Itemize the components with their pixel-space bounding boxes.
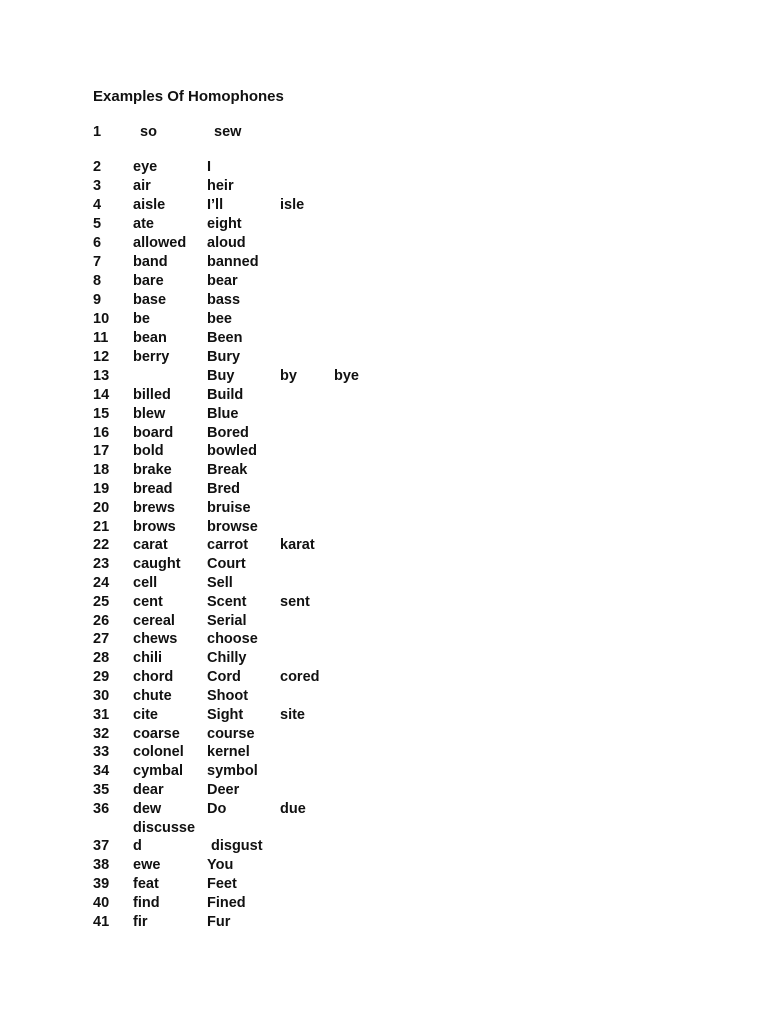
word-2: Blue [207, 406, 239, 422]
word-2: Buy [207, 368, 235, 384]
word-1: chord [133, 669, 174, 685]
row-number: 8 [93, 273, 102, 289]
list-row [0, 367, 768, 386]
row-number: 20 [93, 500, 110, 516]
list-row [0, 536, 768, 555]
word-2: eight [207, 216, 242, 232]
word-1: billed [133, 387, 171, 403]
word-2: Sight [207, 707, 244, 723]
list-row [0, 819, 768, 838]
word-2: banned [207, 254, 259, 270]
word-2: Cord [207, 669, 241, 685]
word-2: Break [207, 462, 248, 478]
row-number: 30 [93, 688, 110, 704]
word-2: Sell [207, 575, 233, 591]
row-number: 38 [93, 857, 110, 873]
list-row [0, 158, 768, 177]
row-number: 25 [93, 594, 110, 610]
row-number: 22 [93, 537, 110, 553]
row-number: 10 [93, 311, 110, 327]
list-row [0, 196, 768, 215]
word-2: Bred [207, 481, 241, 497]
word-1: colonel [133, 744, 184, 760]
word-1: cell [133, 575, 158, 591]
list-row [0, 668, 768, 687]
row-number: 35 [93, 782, 110, 798]
word-2: aloud [207, 235, 246, 251]
word-2: heir [207, 178, 234, 194]
word-2: bass [207, 292, 241, 308]
word-1: cite [133, 707, 158, 723]
list-row [0, 555, 768, 574]
list-row [0, 480, 768, 499]
word-1: berry [133, 349, 170, 365]
row-number: 33 [93, 744, 110, 760]
word-2: bee [207, 311, 232, 327]
word-2: I’ll [207, 197, 224, 213]
row-number: 11 [93, 330, 109, 346]
word-1: find [133, 895, 160, 911]
list-row [0, 706, 768, 725]
list-row [0, 800, 768, 819]
row-number: 28 [93, 650, 110, 666]
word-1: base [133, 292, 167, 308]
list-row [0, 725, 768, 744]
word-1: feat [133, 876, 159, 892]
word-1: caught [133, 556, 181, 572]
word-2: symbol [207, 763, 258, 779]
list-row [0, 272, 768, 291]
word-2: bear [207, 273, 238, 289]
list-row [0, 424, 768, 443]
word-2: Build [207, 387, 244, 403]
word-1: dear [133, 782, 164, 798]
row-number: 26 [93, 613, 110, 629]
row-number: 14 [93, 387, 110, 403]
word-1: blew [133, 406, 166, 422]
word-3: cored [280, 669, 320, 685]
word-2: Fined [207, 895, 246, 911]
word-2: Been [207, 330, 243, 346]
word-1: band [133, 254, 168, 270]
row-number: 34 [93, 763, 110, 779]
word-2: You [207, 857, 234, 873]
word-2: choose [207, 631, 258, 647]
list-row [0, 461, 768, 480]
list-row [0, 837, 768, 856]
list-row [0, 177, 768, 196]
row-number: 15 [93, 406, 110, 422]
row-number: 21 [93, 519, 110, 535]
word-2: Do [207, 801, 227, 817]
list-row [0, 630, 768, 649]
word-2: bruise [207, 500, 251, 516]
word-1: ewe [133, 857, 161, 873]
row-number: 24 [93, 575, 110, 591]
row-number: 27 [93, 631, 110, 647]
word-2: Chilly [207, 650, 247, 666]
word-2: carrot [207, 537, 249, 553]
word-3: by [280, 368, 297, 384]
word-1: d [133, 838, 142, 854]
list-row [0, 743, 768, 762]
word-1: bold [133, 443, 164, 459]
word-1: chute [133, 688, 172, 704]
row-number: 3 [93, 178, 102, 194]
word-2: course [207, 726, 255, 742]
list-row [0, 386, 768, 405]
row-number: 41 [93, 914, 110, 930]
row-number: 17 [93, 443, 110, 459]
word-1: aisle [133, 197, 166, 213]
list-row [0, 291, 768, 310]
list-row [0, 442, 768, 461]
row-number: 29 [93, 669, 110, 685]
row-number: 18 [93, 462, 110, 478]
word-1: coarse [133, 726, 180, 742]
document-title: Examples Of Homophones [93, 88, 284, 105]
word-1: brews [133, 500, 175, 516]
row-number: 6 [93, 235, 102, 251]
list-row [0, 593, 768, 612]
word-2: browse [207, 519, 258, 535]
row-number: 9 [93, 292, 102, 308]
list-row [0, 234, 768, 253]
word-1: bean [133, 330, 167, 346]
list-row [0, 762, 768, 781]
row-number: 40 [93, 895, 110, 911]
list-row [0, 894, 768, 913]
list-row [0, 687, 768, 706]
row-number: 12 [93, 349, 110, 365]
list-row [0, 215, 768, 234]
row-number: 23 [93, 556, 110, 572]
list-row [0, 405, 768, 424]
word-1: board [133, 425, 174, 441]
list-row [0, 329, 768, 348]
word-3: sent [280, 594, 310, 610]
list-row [0, 499, 768, 518]
row-number: 4 [93, 197, 102, 213]
row-number: 13 [93, 368, 110, 384]
list-row [0, 123, 768, 142]
row-number: 19 [93, 481, 110, 497]
word-1: chews [133, 631, 178, 647]
word-2: Feet [207, 876, 237, 892]
list-row [0, 310, 768, 329]
word-1: allowed [133, 235, 187, 251]
word-2: sew [214, 124, 242, 140]
word-1: be [133, 311, 150, 327]
word-2: Fur [207, 914, 231, 930]
word-2: Serial [207, 613, 247, 629]
word-2: Bored [207, 425, 249, 441]
word-4: bye [334, 368, 359, 384]
row-number: 32 [93, 726, 110, 742]
word-3: site [280, 707, 305, 723]
word-2: Bury [207, 349, 241, 365]
row-number: 2 [93, 159, 102, 175]
list-row [0, 649, 768, 668]
row-number: 5 [93, 216, 102, 232]
word-3: due [280, 801, 306, 817]
word-1: brows [133, 519, 176, 535]
list-row [0, 856, 768, 875]
list-row [0, 875, 768, 894]
list-row [0, 781, 768, 800]
list-row [0, 348, 768, 367]
word-1: bare [133, 273, 164, 289]
word-2: Court [207, 556, 246, 572]
word-1: brake [133, 462, 172, 478]
word-2: bowled [207, 443, 257, 459]
word-1: ate [133, 216, 154, 232]
word-1: cereal [133, 613, 175, 629]
word-3: isle [280, 197, 305, 213]
row-number: 16 [93, 425, 110, 441]
word-1: cymbal [133, 763, 183, 779]
row-number: 1 [93, 124, 102, 140]
word-2: kernel [207, 744, 250, 760]
word-1: bread [133, 481, 173, 497]
word-1: so [140, 124, 157, 140]
word-2: I [207, 159, 212, 175]
word-1: carat [133, 537, 168, 553]
word-1: discusse [133, 820, 196, 836]
word-2: Shoot [207, 688, 249, 704]
row-number: 7 [93, 254, 102, 270]
word-2: Scent [207, 594, 247, 610]
word-1: dew [133, 801, 162, 817]
word-1: cent [133, 594, 163, 610]
list-row [0, 612, 768, 631]
list-row [0, 518, 768, 537]
word-3: karat [280, 537, 315, 553]
list-row [0, 913, 768, 932]
word-1: eye [133, 159, 158, 175]
row-number: 31 [93, 707, 110, 723]
row-number: 37 [93, 838, 110, 854]
word-2: Deer [207, 782, 240, 798]
word-2: disgust [211, 838, 263, 854]
word-1: air [133, 178, 151, 194]
word-1: chili [133, 650, 163, 666]
row-number: 39 [93, 876, 110, 892]
list-row [0, 253, 768, 272]
list-row [0, 574, 768, 593]
row-number: 36 [93, 801, 110, 817]
word-1: fir [133, 914, 148, 930]
